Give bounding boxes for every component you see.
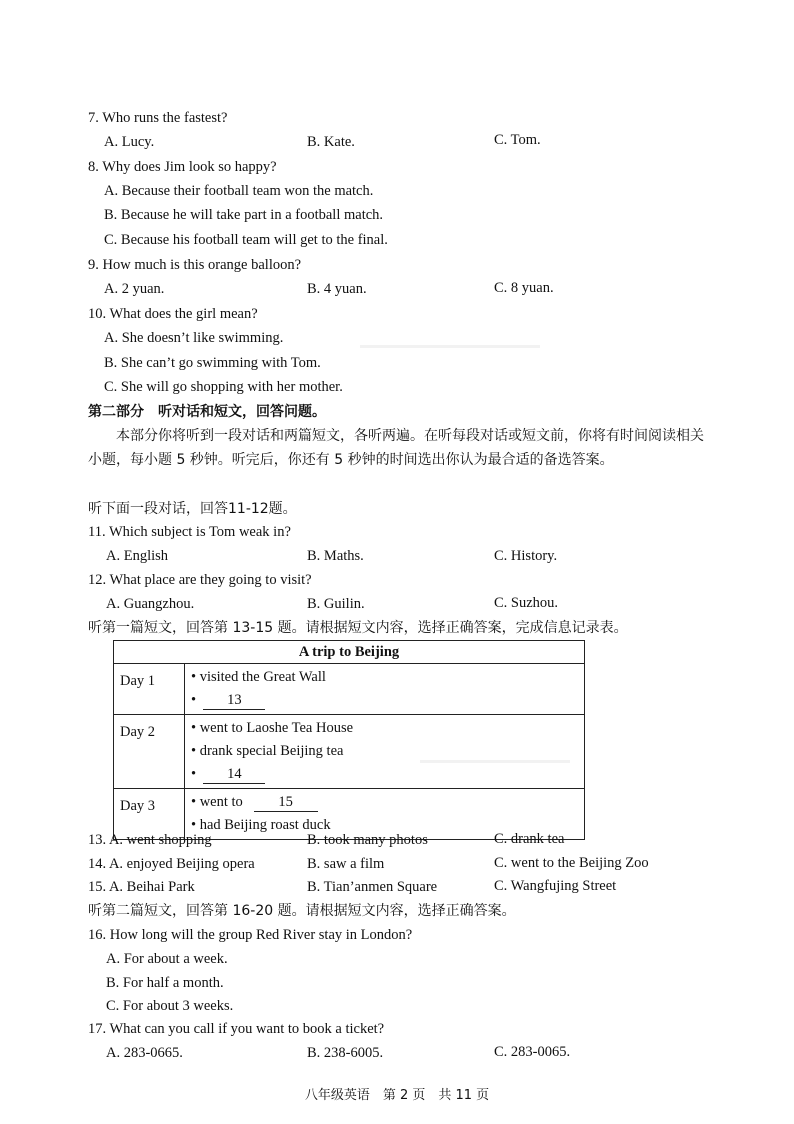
day1-item-1: • visited the Great Wall xyxy=(191,669,326,685)
q14-option-b: B. saw a film xyxy=(307,856,385,872)
q9-option-c: C. 8 yuan. xyxy=(494,280,554,296)
passage1-intro: 听第一篇短文，回答第 13-15 题。请根据短文内容，选择正确答案，完成信息记录表。 xyxy=(88,620,628,636)
part2-title: 第二部分 听对话和短文，回答问题。 xyxy=(88,404,326,420)
q12-option-b: B. Guilin. xyxy=(307,596,365,612)
q13-option-c: C. drank tea xyxy=(494,831,565,847)
blank-14: 14 xyxy=(203,765,265,784)
q11-option-b: B. Maths. xyxy=(307,548,364,564)
day2-activities xyxy=(185,715,585,789)
q9-option-a: A. 2 yuan. xyxy=(104,281,165,297)
q10-stem: 10. What does the girl mean? xyxy=(88,306,258,322)
part2-instructions: 本部分你将听到一段对话和两篇短文，各听两遍。在听每段对话或短文前，你将有时间阅读相关小题，每小题 5 秒钟。听完后，你还有 5 秒钟的时间选出你认为最合适的备选答案。 xyxy=(88,428,704,468)
q13-option-a: 13. A. went shopping xyxy=(88,832,212,848)
q17-option-c: C. 283-0065. xyxy=(494,1044,571,1060)
q7-stem: 7. Who runs the fastest? xyxy=(88,110,228,126)
q7-option-a: A. Lucy. xyxy=(104,134,155,150)
q14-option-a: 14. A. enjoyed Beijing opera xyxy=(88,856,255,872)
blank-13: 13 xyxy=(203,691,265,710)
q8-option-c: C. Because his football team will get to the final. xyxy=(104,232,388,248)
day2-item-2: • drank special Beijing tea xyxy=(191,743,344,759)
q16-option-a: A. For about a week. xyxy=(106,951,228,967)
day2-item-1: • went to Laoshe Tea House xyxy=(191,720,354,736)
q8-option-a: A. Because their football team won the match. xyxy=(104,183,374,199)
bullet: • xyxy=(191,766,197,782)
q16-option-b: B. For half a month. xyxy=(106,975,224,991)
trip-record-table xyxy=(113,640,585,840)
page-footer: 八年级英语 第 2 页 共 11 页 xyxy=(304,1088,490,1103)
day3-label: Day 3 xyxy=(114,789,185,840)
q17-option-b: B. 238-6005. xyxy=(307,1045,384,1061)
q8-option-b: B. Because he will take part in a football match. xyxy=(104,207,384,223)
passage2-intro: 听第二篇短文，回答第 16-20 题。请根据短文内容，选择正确答案。 xyxy=(88,903,516,919)
q10-option-a: A. She doesn’t like swimming. xyxy=(104,330,284,346)
day1-activities xyxy=(185,664,585,715)
q15-option-b: B. Tian’anmen Square xyxy=(307,879,438,895)
q14-option-c: C. went to the Beijing Zoo xyxy=(494,855,649,871)
q11-option-a: A. English xyxy=(106,548,169,564)
day1-item-2 xyxy=(191,689,578,712)
q17-stem: 17. What can you call if you want to book a ticket? xyxy=(88,1021,385,1037)
q17-option-a: A. 283-0665. xyxy=(106,1045,183,1061)
q16-stem: 16. How long will the group Red River stay in London? xyxy=(88,927,413,943)
q15-option-c: C. Wangfujing Street xyxy=(494,878,617,894)
dialogue-intro: 听下面一段对话，回答11-12题。 xyxy=(88,501,297,517)
scan-artifact xyxy=(360,345,540,348)
q15-option-a: 15. A. Beihai Park xyxy=(88,879,195,895)
table-title: A trip to Beijing xyxy=(114,641,585,664)
day2-item-3 xyxy=(191,763,578,786)
q11-option-c: C. History. xyxy=(494,548,558,564)
q12-option-a: A. Guangzhou. xyxy=(106,596,195,612)
bullet: • xyxy=(191,692,197,708)
q12-stem: 12. What place are they going to visit? xyxy=(88,572,312,588)
q13-option-b: B. took many photos xyxy=(307,832,428,848)
q16-option-c: C. For about 3 weeks. xyxy=(106,998,234,1014)
day3-item-1 xyxy=(191,791,578,814)
q9-stem: 9. How much is this orange balloon? xyxy=(88,257,302,273)
q10-option-c: C. She will go shopping with her mother. xyxy=(104,379,343,395)
day3-item-1-text: • went to xyxy=(191,794,243,810)
day2-label: Day 2 xyxy=(114,715,185,789)
q12-option-c: C. Suzhou. xyxy=(494,595,559,611)
q10-option-b: B. She can’t go swimming with Tom. xyxy=(104,355,321,371)
q7-option-c: C. Tom. xyxy=(494,132,541,148)
q11-stem: 11. Which subject is Tom weak in? xyxy=(88,524,291,540)
day1-label: Day 1 xyxy=(114,664,185,715)
q9-option-b: B. 4 yuan. xyxy=(307,281,367,297)
day3-item-2: • had Beijing roast duck xyxy=(191,817,331,833)
q8-stem: 8. Why does Jim look so happy? xyxy=(88,159,277,175)
q7-option-b: B. Kate. xyxy=(307,134,355,150)
blank-15: 15 xyxy=(254,793,318,812)
